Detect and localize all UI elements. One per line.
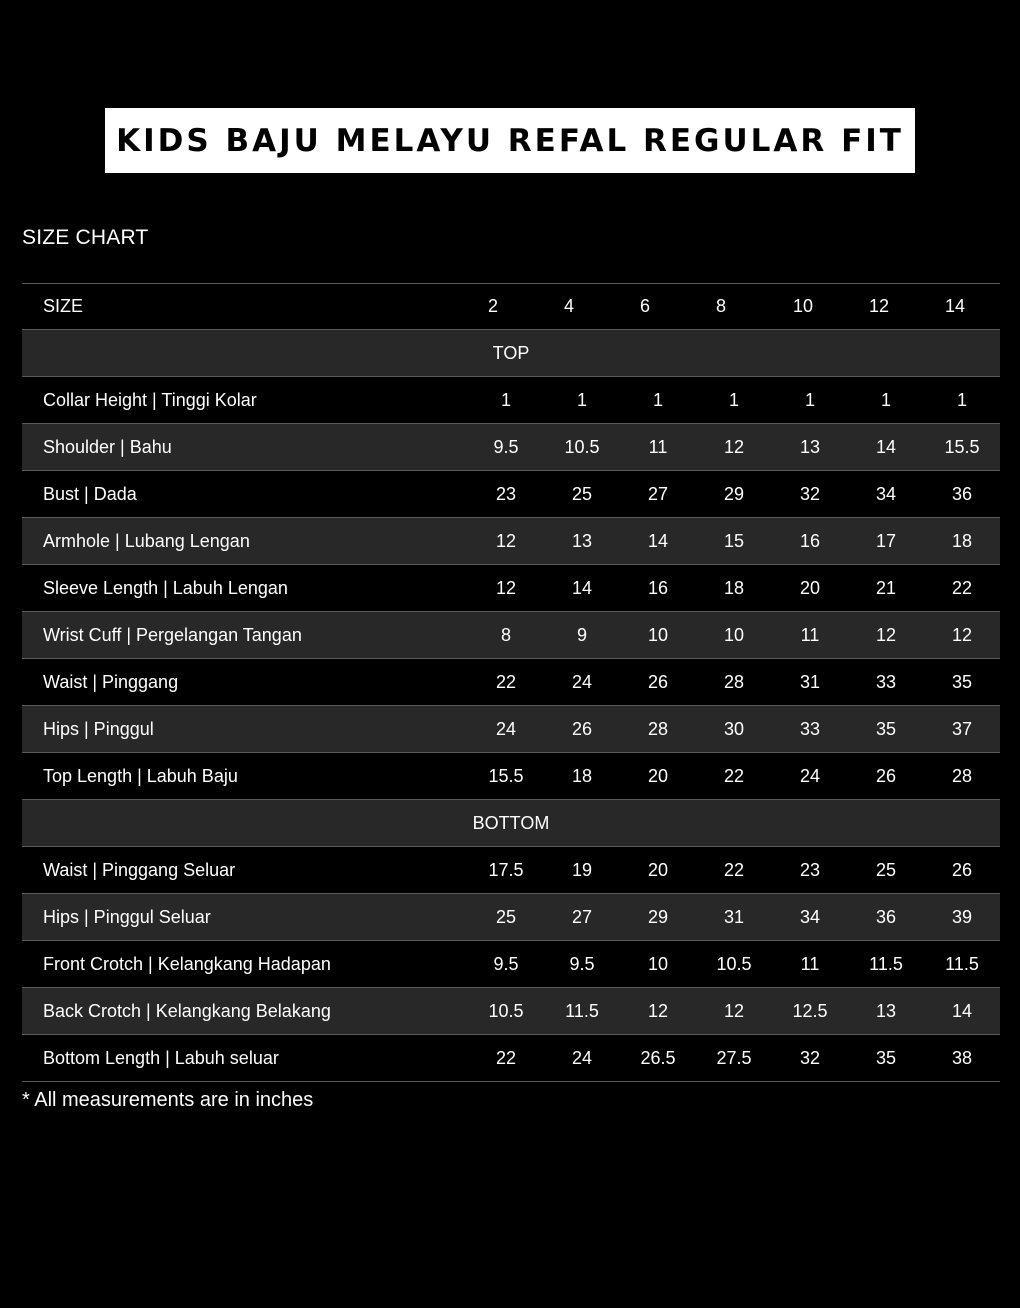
size-column-header: 12 <box>868 296 890 316</box>
measurement-value: 31 <box>799 671 821 692</box>
table-row <box>22 706 1000 753</box>
measurement-value: 38 <box>951 1047 973 1068</box>
group-row-top <box>22 330 1000 377</box>
measurement-value: 15.5 <box>944 436 980 457</box>
measurement-value: 13 <box>799 436 821 457</box>
measurement-value: 10.5 <box>564 436 600 457</box>
table-row <box>22 988 1000 1035</box>
size-column-header: 10 <box>792 296 814 316</box>
measurement-value: 26 <box>647 671 669 692</box>
measurement-label: Sleeve Length | Labuh Lengan <box>43 577 288 598</box>
measurement-value: 9.5 <box>493 436 519 457</box>
measurement-label: Back Crotch | Kelangkang Belakang <box>43 1000 331 1021</box>
size-column-header: 14 <box>944 296 966 316</box>
measurement-label: Shoulder | Bahu <box>43 436 172 457</box>
measurement-value: 32 <box>799 1047 821 1068</box>
table-row <box>22 847 1000 894</box>
measurement-value: 26 <box>875 765 897 786</box>
measurement-value: 11.5 <box>869 953 903 974</box>
size-header-label: SIZE <box>43 296 84 316</box>
size-header-row <box>22 284 1000 330</box>
table-row <box>22 612 1000 659</box>
measurement-value: 36 <box>875 906 897 927</box>
measurement-value: 25 <box>875 859 897 880</box>
measurement-value: 35 <box>875 718 897 739</box>
measurement-value: 1 <box>500 389 511 410</box>
measurement-value: 10 <box>723 624 745 645</box>
measurement-value: 14 <box>647 530 669 551</box>
measurement-value: 24 <box>571 671 593 692</box>
measurement-value: 26.5 <box>640 1047 676 1068</box>
measurement-value: 12 <box>647 1000 669 1021</box>
measurement-value: 33 <box>799 718 821 739</box>
measurement-value: 11 <box>800 624 820 645</box>
measurement-value: 20 <box>647 859 669 880</box>
measurement-value: 15 <box>723 530 745 551</box>
measurement-value: 18 <box>571 765 593 786</box>
measurement-value: 10 <box>647 953 669 974</box>
table-row <box>22 1035 1000 1082</box>
measurement-value: 22 <box>723 859 745 880</box>
size-chart-table <box>22 283 1000 1082</box>
size-column-header: 2 <box>487 296 498 316</box>
measurement-value: 9.5 <box>493 953 519 974</box>
measurement-value: 14 <box>875 436 897 457</box>
measurement-value: 29 <box>647 906 669 927</box>
measurement-value: 1 <box>956 389 967 410</box>
measurement-value: 9.5 <box>569 953 595 974</box>
measurement-value: 1 <box>652 389 663 410</box>
measurement-value: 31 <box>723 906 745 927</box>
measurement-value: 12 <box>723 1000 745 1021</box>
measurement-value: 29 <box>723 483 745 504</box>
measurement-value: 34 <box>875 483 897 504</box>
measurement-value: 12 <box>951 624 973 645</box>
table-row <box>22 377 1000 424</box>
measurement-value: 27 <box>571 906 593 927</box>
measurement-value: 13 <box>571 530 593 551</box>
group-row-bottom <box>22 800 1000 847</box>
measurement-value: 10 <box>647 624 669 645</box>
measurement-value: 10.5 <box>488 1000 524 1021</box>
measurement-value: 28 <box>647 718 669 739</box>
measurement-label: Collar Height | Tinggi Kolar <box>43 389 257 410</box>
measurement-label: Front Crotch | Kelangkang Hadapan <box>43 953 331 974</box>
measurement-label: Armhole | Lubang Lengan <box>43 530 250 551</box>
measurement-value: 28 <box>951 765 973 786</box>
table-row <box>22 424 1000 471</box>
measurement-value: 26 <box>951 859 973 880</box>
measurement-value: 12 <box>495 530 517 551</box>
table-row <box>22 518 1000 565</box>
measurement-value: 1 <box>728 389 739 410</box>
measurement-value: 24 <box>495 718 517 739</box>
measurement-label: Top Length | Labuh Baju <box>43 765 238 786</box>
group-label-top: TOP <box>492 342 530 363</box>
measurement-value: 17.5 <box>488 859 524 880</box>
measurement-label: Bottom Length | Labuh seluar <box>43 1047 279 1068</box>
measurement-value: 17 <box>875 530 897 551</box>
measurement-value: 23 <box>799 859 821 880</box>
measurement-value: 12 <box>723 436 745 457</box>
table-row <box>22 941 1000 988</box>
measurement-value: 30 <box>723 718 745 739</box>
table-row <box>22 659 1000 706</box>
measurement-value: 11 <box>648 436 668 457</box>
measurement-value: 39 <box>951 906 973 927</box>
measurement-value: 18 <box>951 530 973 551</box>
measurement-label: Waist | Pinggang <box>43 671 179 692</box>
table-row <box>22 471 1000 518</box>
measurement-value: 14 <box>571 577 593 598</box>
table-row <box>22 565 1000 612</box>
measurement-value: 36 <box>951 483 973 504</box>
size-column-header: 4 <box>563 296 574 316</box>
measurement-value: 32 <box>799 483 821 504</box>
measurement-value: 22 <box>723 765 745 786</box>
measurement-value: 1 <box>880 389 891 410</box>
measurement-value: 14 <box>951 1000 973 1021</box>
measurement-value: 11 <box>800 953 820 974</box>
measurement-footnote: * All measurements are in inches <box>22 1089 314 1111</box>
measurement-value: 20 <box>647 765 669 786</box>
measurement-label: Bust | Dada <box>43 483 137 504</box>
measurement-value: 22 <box>495 671 517 692</box>
measurement-value: 34 <box>799 906 821 927</box>
section-heading: SIZE CHART <box>22 226 149 249</box>
table-row <box>22 894 1000 941</box>
measurement-label: Waist | Pinggang Seluar <box>43 859 236 880</box>
measurement-value: 35 <box>875 1047 897 1068</box>
measurement-value: 16 <box>799 530 821 551</box>
measurement-value: 37 <box>951 718 973 739</box>
measurement-value: 25 <box>495 906 517 927</box>
measurement-value: 20 <box>799 577 821 598</box>
measurement-value: 28 <box>723 671 745 692</box>
measurement-value: 19 <box>571 859 593 880</box>
measurement-value: 12 <box>875 624 897 645</box>
title-banner <box>105 108 915 173</box>
size-column-header: 8 <box>715 296 726 316</box>
measurement-value: 11.5 <box>565 1000 599 1021</box>
measurement-value: 1 <box>576 389 587 410</box>
measurement-value: 8 <box>500 624 511 645</box>
measurement-label: Hips | Pinggul Seluar <box>43 906 211 927</box>
measurement-value: 1 <box>804 389 815 410</box>
measurement-value: 27 <box>647 483 669 504</box>
measurement-value: 26 <box>571 718 593 739</box>
table-row <box>22 753 1000 800</box>
measurement-value: 11.5 <box>945 953 979 974</box>
measurement-value: 9 <box>576 624 587 645</box>
measurement-value: 21 <box>875 577 897 598</box>
measurement-value: 13 <box>875 1000 897 1021</box>
measurement-value: 22 <box>951 577 973 598</box>
measurement-value: 33 <box>875 671 897 692</box>
measurement-value: 23 <box>495 483 517 504</box>
measurement-value: 25 <box>571 483 593 504</box>
measurement-value: 27.5 <box>716 1047 752 1068</box>
measurement-value: 24 <box>571 1047 593 1068</box>
measurement-label: Wrist Cuff | Pergelangan Tangan <box>43 624 302 645</box>
page-title: KIDS BAJU MELAYU REFAL REGULAR FIT <box>116 122 904 159</box>
size-column-header: 6 <box>639 296 650 316</box>
measurement-label: Hips | Pinggul <box>43 718 154 739</box>
group-label-bottom: BOTTOM <box>472 812 550 833</box>
measurement-value: 24 <box>799 765 821 786</box>
measurement-value: 16 <box>647 577 669 598</box>
measurement-value: 12.5 <box>792 1000 828 1021</box>
measurement-value: 10.5 <box>716 953 752 974</box>
measurement-value: 22 <box>495 1047 517 1068</box>
measurement-value: 18 <box>723 577 745 598</box>
measurement-value: 35 <box>951 671 973 692</box>
measurement-value: 12 <box>495 577 517 598</box>
measurement-value: 15.5 <box>488 765 524 786</box>
